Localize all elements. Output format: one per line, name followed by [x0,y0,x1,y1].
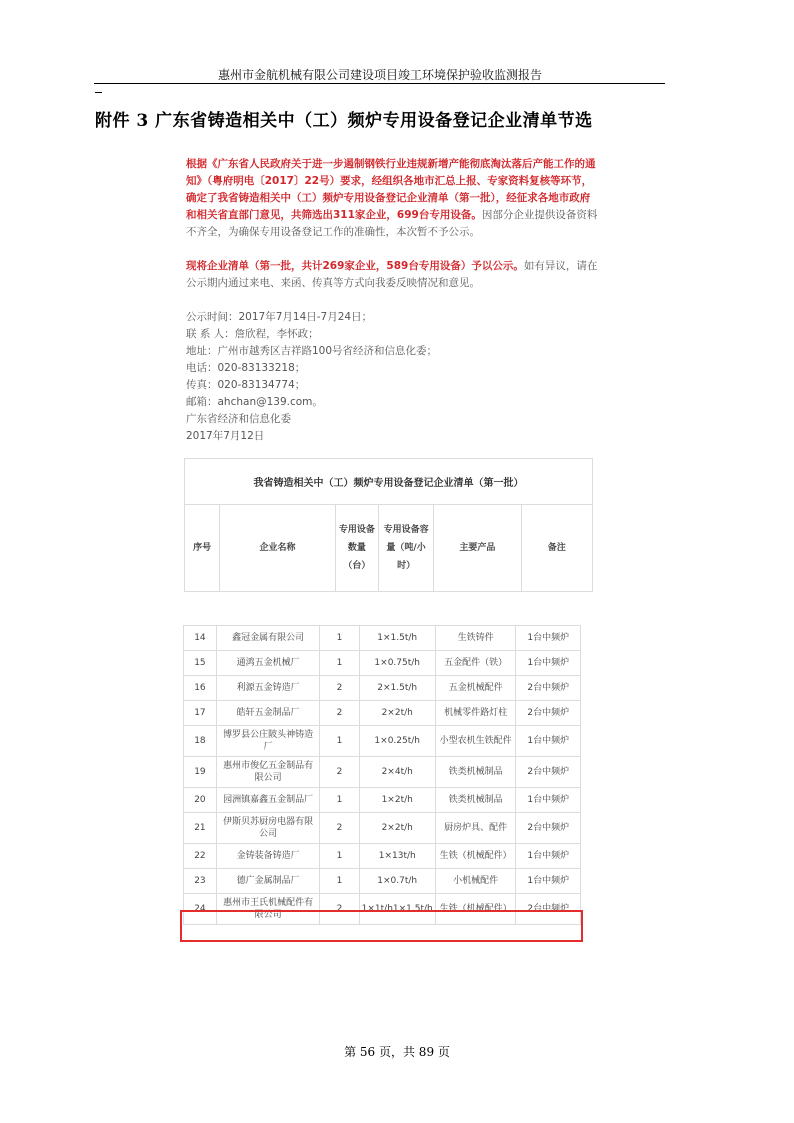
notice-phone: 电话：020-83133218； [186,362,306,374]
row-quantity: 1 [320,844,359,869]
notice-address: 地址：广州市越秀区吉祥路100号省经济和信息化委； [186,345,438,357]
notice-paragraph-2 [186,258,598,292]
row-product: 生铁（机械配件） [435,844,516,869]
row-product: 铁类机械制品 [435,788,516,813]
table-row [184,788,581,813]
row-product: 小机械配件 [435,869,516,894]
table-row [184,676,581,701]
row-remark: 2台中频炉 [516,813,581,844]
row-product: 小型农机生铁配件 [435,726,516,757]
row-no: 18 [184,726,217,757]
col-header-company: 企业名称 [220,505,336,592]
notice-period: 公示时间：2017年7月14日-7月24日； [186,311,373,323]
row-capacity: 1×13t/h [359,844,435,869]
row-no: 16 [184,676,217,701]
row-quantity: 2 [320,894,359,925]
row-remark: 2台中频炉 [516,676,581,701]
row-company: 博罗县公庄陂头神铸造厂 [216,726,319,757]
table-row [184,869,581,894]
row-capacity: 1×1t/h1×1.5t/h [359,894,435,925]
header-tick [95,92,102,93]
row-capacity: 2×4t/h [359,757,435,788]
notice-p1-red: 根据《广东省人民政府关于进一步遏制钢铁行业违规新增产能彻底淘汰落后产能工作的通知》（粤府明电〔2017〕22号）要求，经组织各地市汇总上报、专家资料复核等环节，确定了我省铸造相关中（工）频炉专用设备登记企业清单（第一批），经征求各地市政府和相关省直部门意见，共筛选出311家企业，699台专用设备。 [186,158,596,221]
row-quantity: 1 [320,651,359,676]
list-table-body [183,625,581,925]
row-remark: 1台中频炉 [516,726,581,757]
row-no: 19 [184,757,217,788]
row-product: 五金机械配件 [435,676,516,701]
table-row [184,813,581,844]
col-header-product: 主要产品 [434,505,521,592]
table-row [184,701,581,726]
notice-contact: 联 系 人：詹欣程，李怀政； [186,328,319,340]
row-remark: 2台中频炉 [516,701,581,726]
row-capacity: 1×0.25t/h [359,726,435,757]
row-company: 德广金属制品厂 [216,869,319,894]
notice-issuer: 广东省经济和信息化委 [186,413,291,425]
row-no: 23 [184,869,217,894]
row-quantity: 2 [320,701,359,726]
row-company: 通鸿五金机械厂 [216,651,319,676]
row-product: 生铁（机械配件） [435,894,516,925]
notice-p2-normal: 如有异议，请在公示期内通过来电、来函、传真等方式向我委反映情况和意见。 [186,260,598,289]
row-capacity: 2×1.5t/h [359,676,435,701]
row-quantity: 1 [320,788,359,813]
row-capacity: 1×2t/h [359,788,435,813]
row-company: 园洲镇嘉鑫五金制品厂 [216,788,319,813]
header-rule [94,83,665,84]
notice-p2-red: 现将企业清单（第一批，共计269家企业，589台专用设备）予以公示。 [186,260,524,272]
row-no: 17 [184,701,217,726]
col-header-remark: 备注 [521,505,592,592]
row-product: 五金配件（铁） [435,651,516,676]
row-remark: 1台中频炉 [516,788,581,813]
page-header: 惠州市金航机械有限公司建设项目竣工环境保护验收监测报告 [217,68,542,82]
row-remark: 2台中频炉 [516,757,581,788]
col-header-no: 序号 [185,505,220,592]
row-product: 铁类机械制品 [435,757,516,788]
row-capacity: 2×2t/h [359,813,435,844]
row-company: 利源五金铸造厂 [216,676,319,701]
notice-date: 2017年7月12日 [186,430,265,442]
notice-email: 邮箱：ahchan@139.com。 [186,396,323,408]
row-no: 14 [184,626,217,651]
row-quantity: 1 [320,869,359,894]
row-company: 皓轩五金制品厂 [216,701,319,726]
row-no: 21 [184,813,217,844]
row-quantity: 1 [320,626,359,651]
row-product: 机械零件路灯柱 [435,701,516,726]
attachment-title: 附件 3 广东省铸造相关中（工）频炉专用设备登记企业清单节选 [95,111,593,131]
row-remark: 1台中频炉 [516,626,581,651]
table-row [184,626,581,651]
highlight-box [180,910,583,942]
table-row [184,726,581,757]
row-company: 惠州市俊亿五金制品有限公司 [216,757,319,788]
row-quantity: 2 [320,757,359,788]
list-table-header [184,458,593,592]
col-header-capacity: 专用设备容量（吨/小时） [378,505,433,592]
row-remark: 2台中频炉 [516,894,581,925]
table-row [184,757,581,788]
row-capacity: 2×2t/h [359,701,435,726]
row-company: 伊斯贝苏厨房电器有限公司 [216,813,319,844]
table-row [184,844,581,869]
row-quantity: 2 [320,676,359,701]
row-company: 金铸装备铸造厂 [216,844,319,869]
row-quantity: 1 [320,726,359,757]
row-capacity: 1×0.75t/h [359,651,435,676]
row-capacity: 1×0.7t/h [359,869,435,894]
row-no: 22 [184,844,217,869]
row-product: 生铁铸件 [435,626,516,651]
notice-paragraph-1 [186,156,598,241]
table-title: 我省铸造相关中（工）频炉专用设备登记企业清单（第一批） [185,459,593,505]
row-company: 惠州市王氏机械配件有限公司 [216,894,319,925]
row-remark: 1台中频炉 [516,651,581,676]
page-footer: 第 56 页，共 89 页 [344,1045,450,1059]
row-capacity: 1×1.5t/h [359,626,435,651]
row-remark: 1台中频炉 [516,869,581,894]
notice-fax: 传真：020-83134774； [186,379,306,391]
row-no: 15 [184,651,217,676]
notice-block [186,156,598,445]
col-header-quantity: 专用设备数量（台） [335,505,378,592]
row-company: 鑫冠金属有限公司 [216,626,319,651]
row-no: 24 [184,894,217,925]
row-quantity: 2 [320,813,359,844]
notice-p1-normal: 因部分企业提供设备资料不齐全，为确保专用设备登记工作的准确性，本次暂不予公示。 [186,209,598,238]
row-no: 20 [184,788,217,813]
table-row [184,651,581,676]
row-remark: 1台中频炉 [516,844,581,869]
row-product: 厨房炉具、配件 [435,813,516,844]
